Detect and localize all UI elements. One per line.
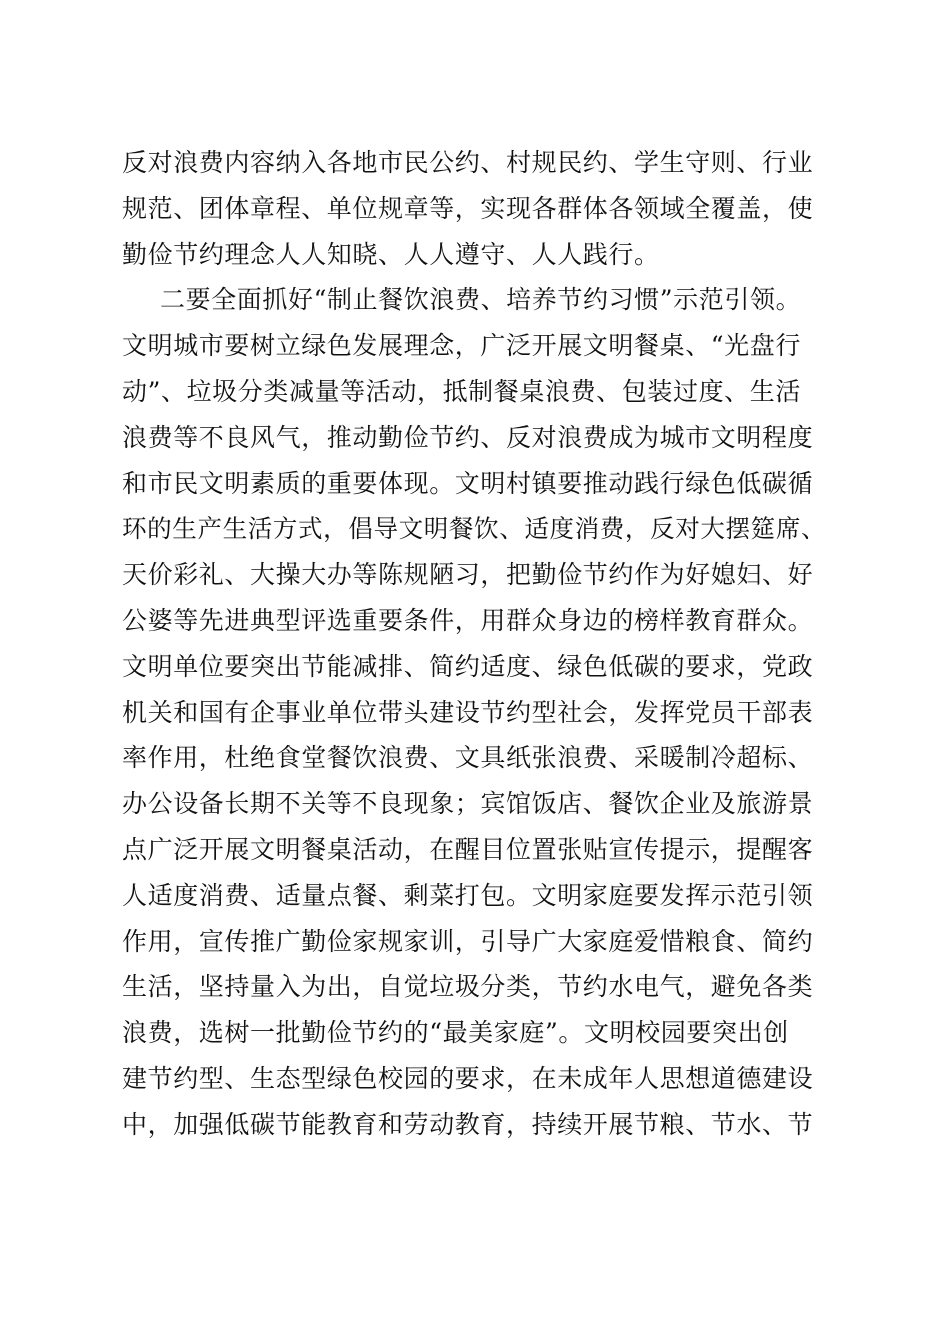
text-line: 动”、垃圾分类减量等活动，抵制餐桌浪费、包装过度、生活 xyxy=(122,376,801,406)
text-line: 人适度消费、适量点餐、剩菜打包。文明家庭要发挥示范引领 xyxy=(122,880,814,910)
text-line: 浪费等不良风气，推动勤俭节约、反对浪费成为城市文明程度 xyxy=(122,422,814,452)
text-line: 作用，宣传推广勤俭家规家训，引导广大家庭爱惜粮食、简约 xyxy=(122,926,814,956)
text-line: 文明城市要树立绿色发展理念，广泛开展文明餐桌、“光盘行 xyxy=(122,331,801,361)
body-text xyxy=(122,140,830,1148)
text-line: 公婆等先进典型评选重要条件，用群众身边的榜样教育群众。 xyxy=(122,605,814,635)
text-line: 文明单位要突出节能减排、简约适度、绿色低碳的要求，党政 xyxy=(122,651,814,681)
text-line: 浪费，选树一批勤俭节约的“最美家庭”。文明校园要突出创 xyxy=(122,1018,789,1048)
text-line: 中，加强低碳节能教育和劳动教育，持续开展节粮、节水、节 xyxy=(122,1109,814,1139)
paragraph-first-line: 二要全面抓好“制止餐饮浪费、培养节约习惯”示范引领。 xyxy=(160,285,802,315)
text-line: 和市民文明素质的重要体现。文明村镇要推动践行绿色低碳循 xyxy=(122,468,814,498)
text-line: 规范、团体章程、单位规章等，实现各群体各领域全覆盖，使 xyxy=(122,193,814,223)
text-line: 勤俭节约理念人人知晓、人人遵守、人人践行。 xyxy=(122,239,660,269)
text-line: 生活，坚持量入为出，自觉垃圾分类，节约水电气，避免各类 xyxy=(122,972,814,1002)
text-line: 反对浪费内容纳入各地市民公约、村规民约、学生守则、行业 xyxy=(122,148,814,177)
text-line: 点广泛开展文明餐桌活动，在醒目位置张贴宣传提示，提醒客 xyxy=(122,834,814,864)
text-line: 机关和国有企事业单位带头建设节约型社会，发挥党员干部表 xyxy=(122,697,814,727)
text-line: 率作用，杜绝食堂餐饮浪费、文具纸张浪费、采暖制冷超标、 xyxy=(122,743,814,773)
text-line: 建节约型、生态型绿色校园的要求，在未成年人思想道德建设 xyxy=(122,1063,814,1093)
text-line: 办公设备长期不关等不良现象；宾馆饭店、餐饮企业及旅游景 xyxy=(122,789,814,819)
text-line: 天价彩礼、大操大办等陈规陋习，把勤俭节约作为好媳妇、好 xyxy=(122,560,814,590)
text-line: 环的生产生活方式，倡导文明餐饮、适度消费，反对大摆筵席、 xyxy=(122,514,827,544)
